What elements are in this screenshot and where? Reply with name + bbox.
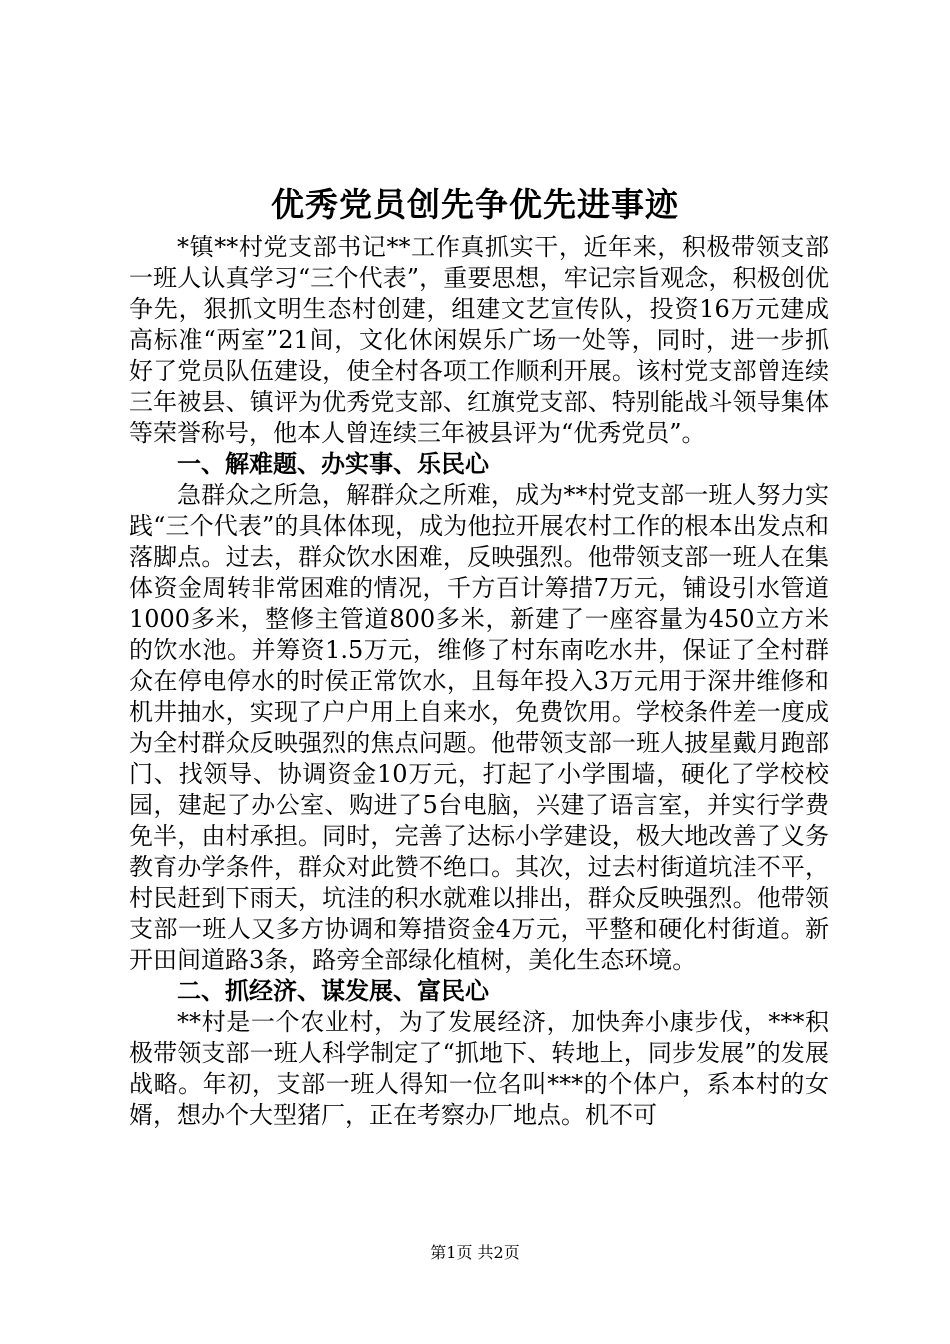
section-heading-1: 一、解难题、办实事、乐民心 [177, 450, 489, 478]
intro-paragraph: *镇**村党支部书记**工作真抓实干，近年来，积极带领支部一班人认真学习“三个代表”，重要思想，牢记宗旨观念，积极创优争先，狠抓文明生态村创建，组建文艺宣传队，投资16万元建成高标准“两室”21间，文化休闲娱乐广场一处等，同时，进一步抓好了党员队伍建设，使全村各项工作顺利开展。该村党支部曾连续三年被县、镇评为优秀党支部、红旗党支部、特别能战斗领导集体等荣誉称号，他本人曾连续三年被县评为“优秀党员”。 [129, 233, 829, 447]
section-heading-2: 二、抓经济、谋发展、富民心 [177, 977, 489, 1005]
document-body [129, 232, 829, 1131]
section-1-paragraph: 急群众之所急，解群众之所难，成为**村党支部一班人努力实践“三个代表”的具体体现，成为他拉开展农村工作的根本出发点和落脚点。过去，群众饮水困难，反映强烈。他带领支部一班人在集体资金周转非常困难的情况，千方百计筹措7万元，铺设引水管道1000多米，整修主管道800多米，新建了一座容量为450立方米的饮水池。并筹资1.5万元，维修了村东南吃水井，保证了全村群众在停电停水的时侯正常饮水，且每年投入3万元用于深井维修和机井抽水，实现了户户用上自来水，免费饮用。学校条件差一度成为全村群众反映强烈的焦点问题。他带领支部一班人披星戴月跑部门、找领导、协调资金10万元，打起了小学围墙，硬化了学校校园，建起了办公室、购进了5台电脑，兴建了语言室，并实行学费免半，由村承担。同时，完善了达标小学建设，极大地改善了义务教育办学条件，群众对此赞不绝口。其次，过去村街道坑洼不平，村民赶到下雨天，坑洼的积水就难以排出，群众反映强烈。他带领支部一班人又多方协调和筹措资金4万元，平整和硬化村街道。新开田间道路3条，路旁全部绿化植树，美化生态环境。 [129, 481, 829, 974]
page-footer: 第1页 共2页 [430, 1243, 520, 1262]
document-title: 优秀党员创先争优先进事迹 [271, 185, 679, 224]
section-2-paragraph: **村是一个农业村，为了发展经济，加快奔小康步伐，***积极带领支部一班人科学制定了“抓地下、转地上，同步发展”的发展战略。年初，支部一班人得知一位名叫***的个体户，系本村的女婿，想办个大型猪厂，正在考察办厂地点。机不可 [129, 1008, 829, 1129]
